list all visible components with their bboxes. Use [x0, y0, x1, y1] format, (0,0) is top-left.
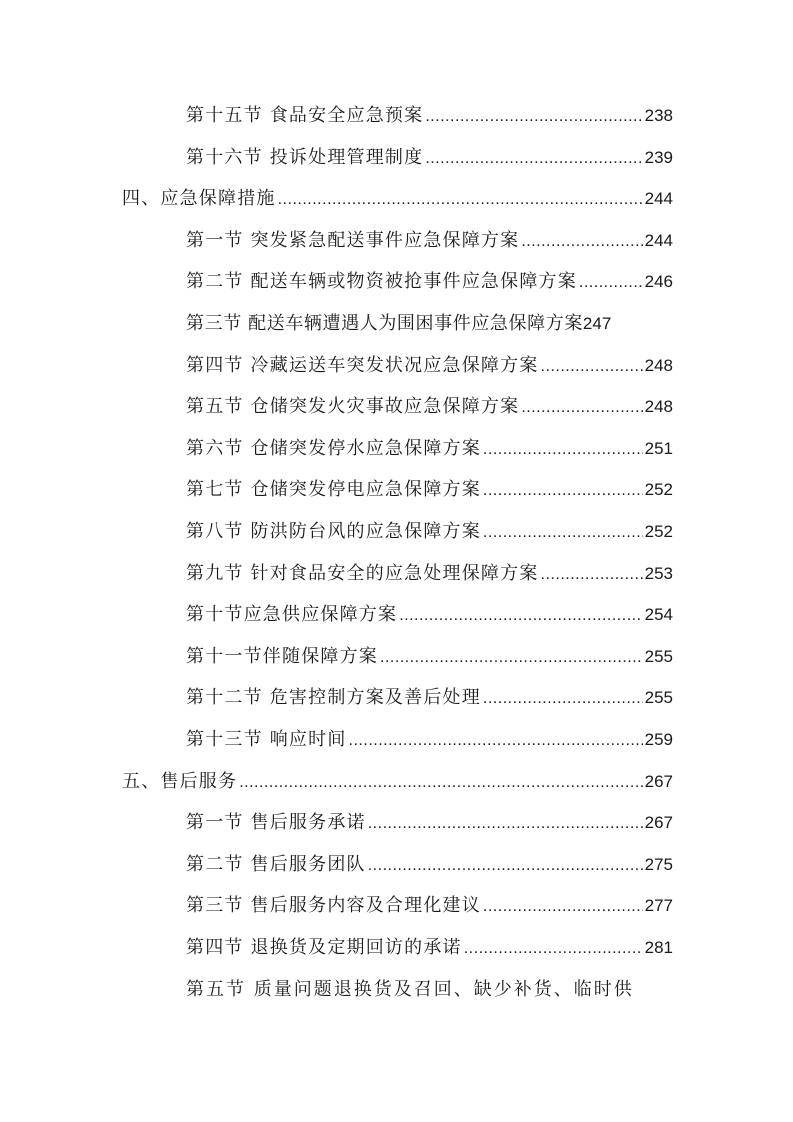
toc-page-number: 267	[644, 771, 673, 791]
toc-dot-leader	[483, 517, 643, 549]
toc-entry[interactable]	[186, 308, 673, 340]
toc-entry-title: 第二节 配送车辆或物资被抢事件应急保障方案	[186, 271, 577, 293]
toc-dot-leader	[541, 559, 643, 591]
toc-entry-title: 第十一节伴随保障方案	[186, 645, 378, 667]
toc-entry[interactable]	[186, 474, 673, 506]
toc-page-number: 255	[644, 646, 673, 666]
toc-entry-title: 第五节 质量问题退换货及召回、缺少补货、临时供	[186, 978, 634, 1000]
toc-entry[interactable]	[186, 641, 673, 673]
toc-dot-leader	[483, 683, 643, 715]
toc-entry-title: 第四节 退换货及定期回访的承诺	[186, 937, 462, 958]
toc-page-number: 247	[582, 314, 612, 333]
toc-dot-leader	[425, 101, 642, 133]
toc-entry[interactable]	[186, 932, 673, 964]
toc-dot-leader	[521, 226, 642, 258]
toc-page-number: 244	[644, 189, 673, 209]
toc-entry[interactable]	[186, 100, 673, 132]
toc-page-number: 259	[644, 730, 673, 749]
toc-dot-leader	[483, 475, 643, 507]
toc-dot-leader	[368, 850, 643, 882]
toc-entry-title: 第六节 仓储突发停水应急保障方案	[186, 437, 481, 459]
toc-page-number: 239	[644, 147, 673, 167]
toc-entry-title: 第五节 仓储突发火灾事故应急保障方案	[186, 396, 520, 418]
toc-entry[interactable]	[186, 599, 673, 631]
toc-page-number: 244	[644, 230, 673, 250]
toc-page-number: 238	[644, 106, 673, 125]
toc-entry-title: 第九节 针对食品安全的应急处理保障方案	[186, 562, 539, 584]
toc-dot-leader	[464, 933, 643, 965]
toc-entry[interactable]	[186, 558, 673, 590]
toc-entry-title: 四、应急保障措施	[122, 188, 276, 210]
toc-page-number: 248	[644, 397, 673, 417]
toc-dot-leader	[380, 642, 643, 674]
toc-entry-title: 第七节 仓储突发停电应急保障方案	[186, 479, 481, 501]
toc-entry[interactable]	[186, 142, 673, 174]
toc-dot-leader	[541, 351, 643, 383]
toc-entry[interactable]	[186, 350, 673, 382]
toc-entry[interactable]	[186, 724, 673, 756]
toc-dot-leader	[239, 767, 642, 799]
toc-dot-leader	[368, 808, 643, 840]
toc-page-number: 277	[644, 896, 673, 916]
toc-entry-continued[interactable]	[186, 974, 673, 1006]
toc-entry-title: 第二节 售后服务团队	[186, 853, 366, 875]
toc-entry-title: 第八节 防洪防台风的应急保障方案	[186, 521, 481, 542]
toc-dot-leader	[483, 434, 643, 466]
toc-page-number: 267	[644, 813, 673, 833]
toc-dot-leader	[579, 267, 643, 299]
toc-dot-leader	[521, 392, 642, 424]
toc-dot-leader	[278, 184, 643, 216]
toc-page-number: 281	[644, 938, 673, 957]
toc-entry[interactable]	[186, 807, 673, 839]
toc-entry[interactable]	[186, 391, 673, 423]
toc-entry-title: 第四节 冷藏运送车突发状况应急保障方案	[186, 354, 539, 376]
toc-entry[interactable]	[186, 225, 673, 257]
toc-page-number: 252	[644, 480, 673, 500]
toc-entry[interactable]	[186, 890, 673, 922]
toc-page-number: 248	[644, 355, 673, 375]
toc-page-number: 254	[644, 605, 673, 625]
toc-page-number: 252	[644, 522, 673, 541]
toc-entry[interactable]	[186, 266, 673, 298]
toc-entry-title: 第三节 售后服务内容及合理化建议	[186, 895, 481, 917]
toc-page-number: 246	[644, 272, 673, 292]
toc-chapter-entry[interactable]	[122, 183, 673, 215]
toc-entry-title: 第十五节 食品安全应急预案	[186, 105, 424, 126]
toc-entry-title: 第三节 配送车辆遭遇人为围困事件应急保障方案	[186, 313, 583, 334]
toc-dot-leader	[349, 725, 643, 757]
toc-entry-title: 第十节应急供应保障方案	[186, 604, 398, 626]
toc-page-number: 275	[644, 854, 673, 874]
toc-entry-title: 第十三节 响应时间	[186, 729, 347, 750]
toc-chapter-entry[interactable]	[122, 766, 673, 798]
toc-entry-title: 第一节 突发紧急配送事件应急保障方案	[186, 229, 520, 251]
toc-page-number: 253	[644, 563, 673, 583]
toc-dot-leader	[425, 143, 642, 175]
toc-entry-title: 第一节 售后服务承诺	[186, 812, 366, 834]
toc-dot-leader	[483, 891, 643, 923]
toc-page-number: 251	[644, 438, 673, 458]
toc-entry[interactable]	[186, 682, 673, 714]
toc-entry-title: 第十六节 投诉处理管理制度	[186, 146, 424, 168]
toc-dot-leader	[399, 600, 642, 632]
toc-entry[interactable]	[186, 433, 673, 465]
toc-page-number: 255	[644, 688, 673, 708]
toc-entry[interactable]	[186, 516, 673, 548]
toc-entry-title: 五、售后服务	[122, 770, 238, 792]
toc-entry[interactable]	[186, 849, 673, 881]
toc-entry-title: 第十二节 危害控制方案及善后处理	[186, 687, 481, 709]
